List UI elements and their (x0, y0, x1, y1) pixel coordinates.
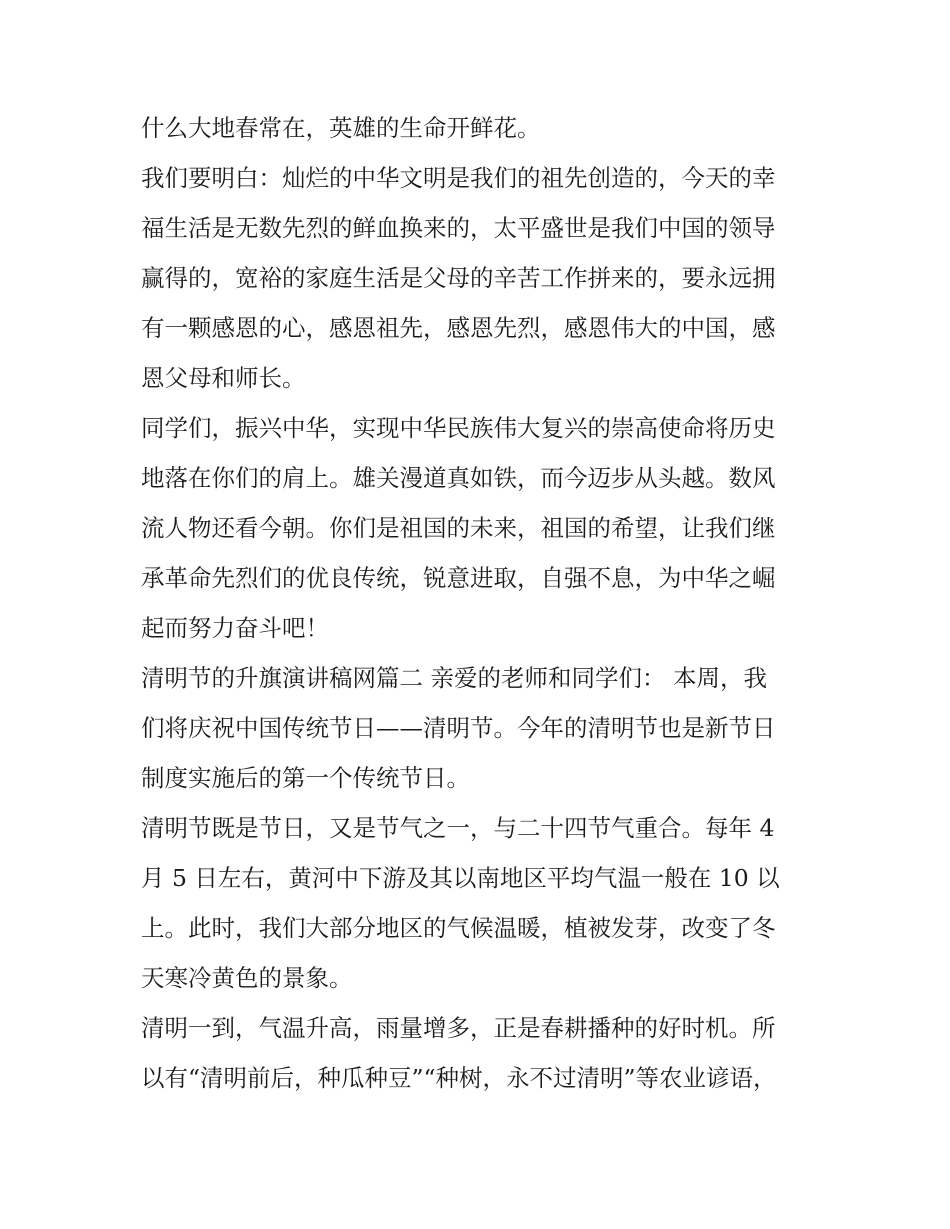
text-line: 我们要明白：灿烂的中华文明是我们的祖先创造的，今天的幸 (141, 164, 776, 192)
document-body (141, 103, 813, 1103)
text-line: 制度实施后的第一个传统节日。 (141, 764, 470, 792)
text-line: 天寒冷黄色的景象。 (141, 964, 353, 992)
text-line: 以有“清明前后，种瓜种豆”“种树，永不过清明”等农业谚语， (141, 1064, 777, 1092)
text-line: 赢得的，宽裕的家庭生活是父母的辛苦工作拼来的，要永远拥 (141, 264, 776, 292)
text-line: 同学们，振兴中华，实现中华民族伟大复兴的崇高使命将历史 (141, 414, 776, 442)
text-line: 上。此时，我们大部分地区的气候温暖，植被发芽，改变了冬 (141, 914, 776, 942)
text-line: 起而努力奋斗吧！ (141, 614, 329, 642)
text-line: 月 5 日左右，黄河中下游及其以南地区平均气温一般在 10 以 (141, 864, 780, 892)
text-line: 什么大地春常在，英雄的生命开鲜花。 (141, 114, 541, 142)
text-line: 清明节的升旗演讲稿网篇二 亲爱的老师和同学们： 本周，我 (141, 664, 767, 692)
text-line: 有一颗感恩的心，感恩祖先，感恩先烈，感恩伟大的中国，感 (141, 314, 776, 342)
text-line: 清明节既是节日，又是节气之一，与二十四节气重合。每年 4 (141, 814, 775, 842)
text-line: 承革命先烈们的优良传统，锐意进取，自强不息，为中华之崛 (141, 564, 776, 592)
text-line: 福生活是无数先烈的鲜血换来的，太平盛世是我们中国的领导 (141, 214, 776, 242)
text-line: 清明一到，气温升高，雨量增多，正是春耕播种的好时机。所 (141, 1014, 776, 1042)
text-line: 流人物还看今朝。你们是祖国的未来，祖国的希望，让我们继 (141, 514, 776, 542)
text-line: 地落在你们的肩上。雄关漫道真如铁，而今迈步从头越。数风 (141, 464, 776, 492)
text-line: 们将庆祝中国传统节日——清明节。今年的清明节也是新节日 (141, 714, 776, 742)
text-line: 恩父母和师长。 (141, 364, 306, 392)
